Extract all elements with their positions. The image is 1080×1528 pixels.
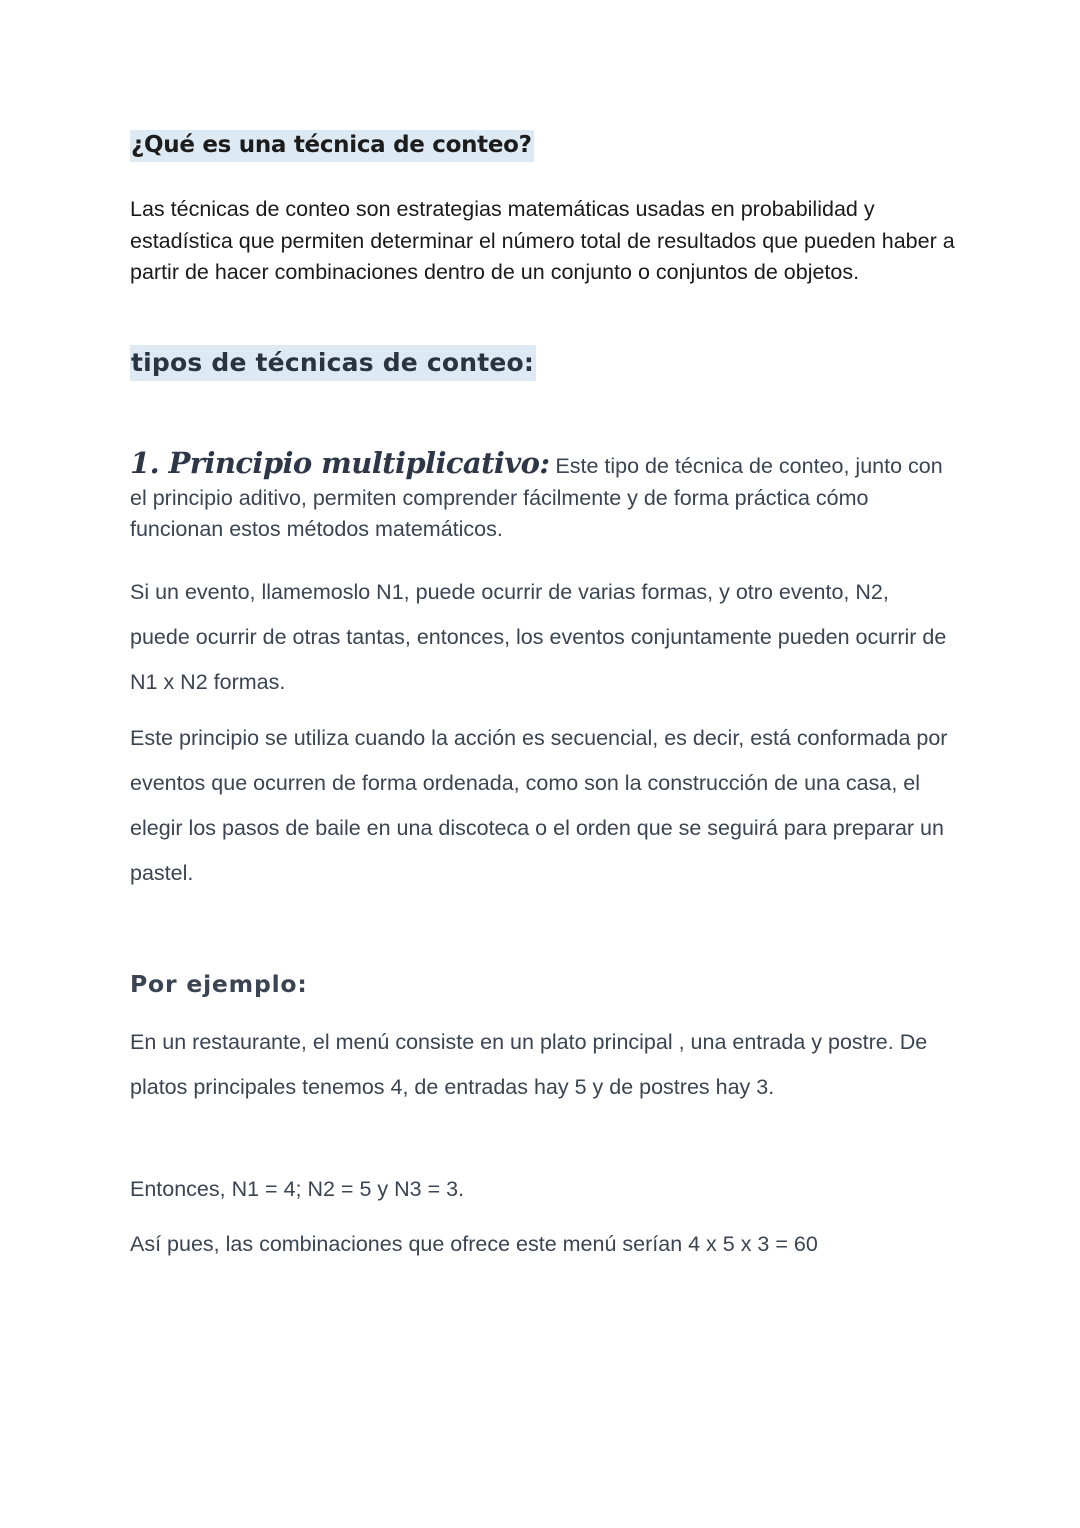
section-1-title: 1. Principio multiplicativo: (130, 446, 550, 480)
example-paragraph-3: Así pues, las combinaciones que ofrece este menú serían 4 x 5 x 3 = 60 (130, 1232, 818, 1256)
section-1-paragraph-2: Este principio se utiliza cuando la acción es secuencial, es decir, está conformada por eventos que ocurren de forma ordenada, como son la construcción de una casa, el elegir los pasos de baile en una discoteca o el orden que se seguirá para preparar un pastel. (130, 726, 948, 885)
types-heading: tipos de técnicas de conteo: (130, 345, 536, 381)
page-title: ¿Qué es una técnica de conteo? (130, 130, 534, 162)
section-1-lead (130, 448, 960, 546)
example-heading: Por ejemplo: (130, 970, 308, 998)
intro-paragraph: Las técnicas de conteo son estrategias matemáticas usadas en probabilidad y estadística que permiten determinar el número total de resultados que pueden haber a partir de hacer combinaciones dentro de un conjunto o conjuntos de objetos. (130, 197, 955, 284)
example-paragraph-1: En un restaurante, el menú consiste en un plato principal , una entrada y postre. De platos principales tenemos 4, de entradas hay 5 y de postres hay 3. (130, 1030, 928, 1099)
section-1-paragraph-1: Si un evento, llamemoslo N1, puede ocurrir de varias formas, y otro evento, N2, puede ocurrir de otras tantas, entonces, los eventos conjuntamente pueden ocurrir de N1 x N2 formas. (130, 580, 947, 694)
example-paragraph-2: Entonces, N1 = 4; N2 = 5 y N3 = 3. (130, 1177, 465, 1201)
section-1-lead-text: Este tipo de técnica de conteo, junto con el principio aditivo, permiten comprender fácilmente y de forma práctica cómo funcionan estos métodos matemáticos. (130, 454, 943, 541)
